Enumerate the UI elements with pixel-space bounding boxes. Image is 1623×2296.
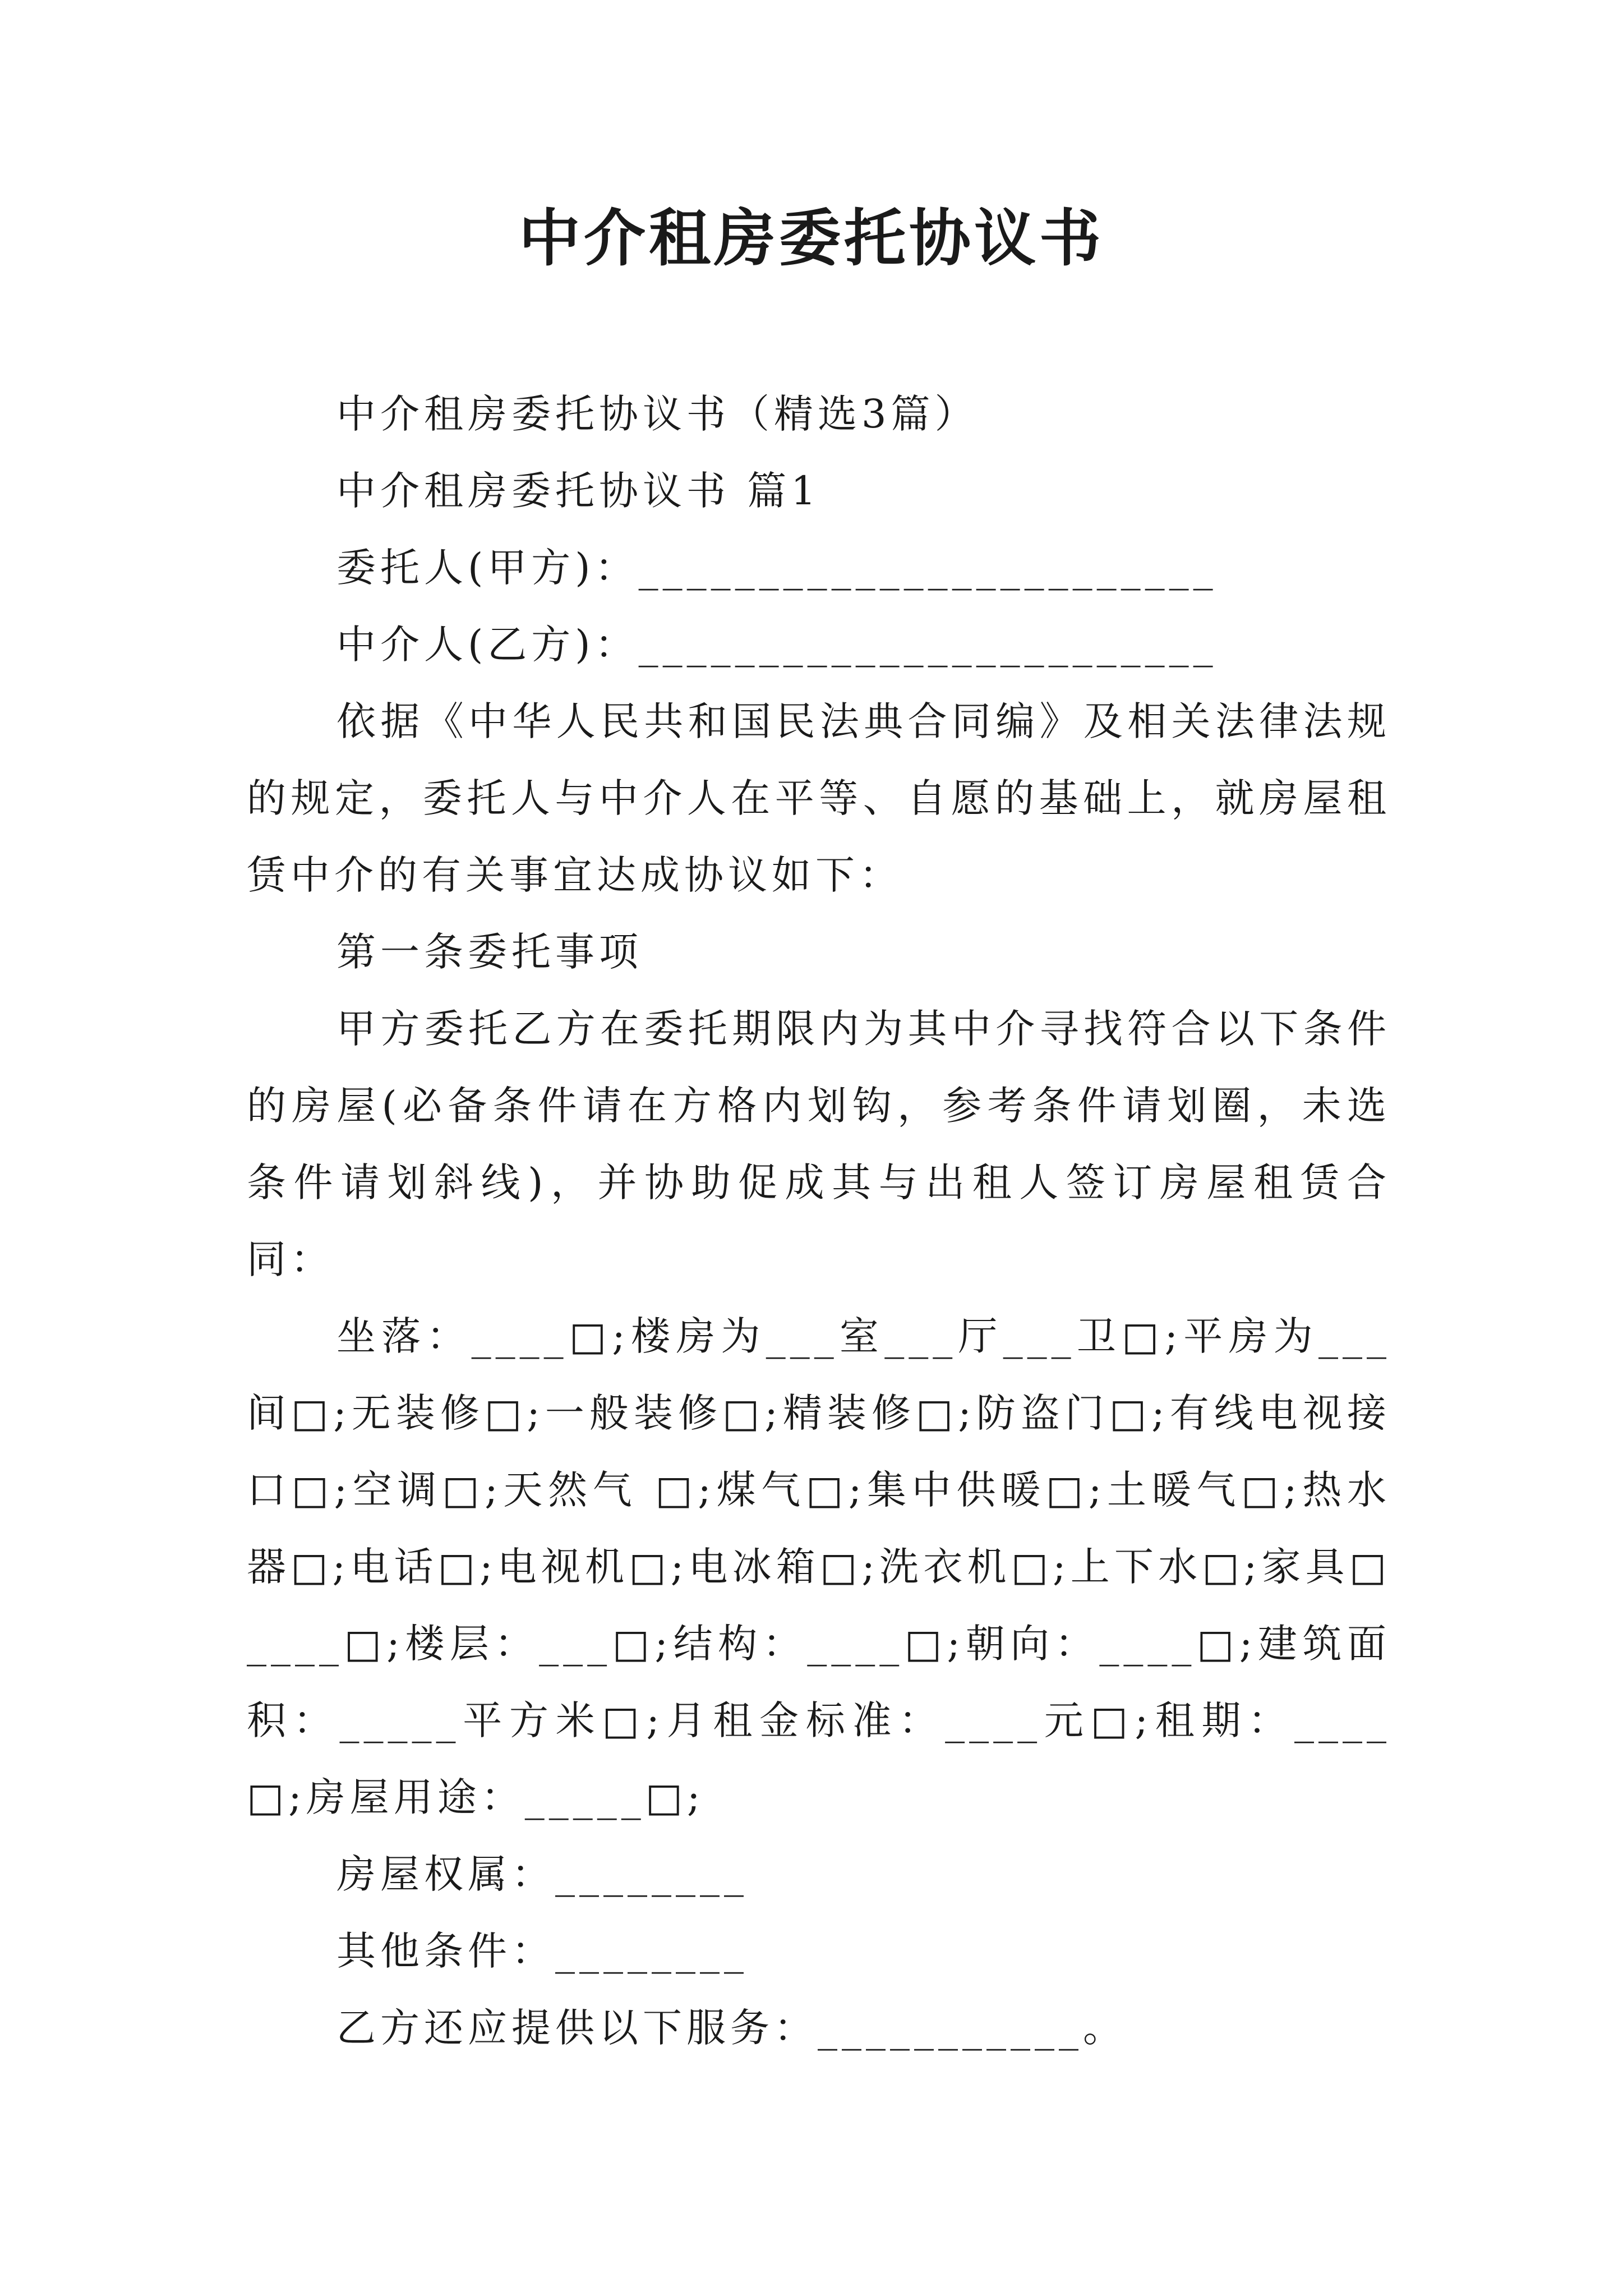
ownership-line: 房屋权属：________ — [336, 1851, 748, 1897]
entrust-paragraph: 甲方委托乙方在委托期限内为其中介寻找符合以下条件的房屋(必备条件请在方格内划钩，参考条件请划圈，未选条件请划斜线)，并协助促成其与出租人签订房屋租赁合同： — [247, 1006, 1391, 1282]
other-conditions-line: 其他条件：________ — [336, 1928, 748, 1974]
section-heading: 中介租房委托协议书 篇1 — [336, 468, 820, 514]
services-line: 乙方还应提供以下服务：___________。 — [336, 2005, 1127, 2051]
document-body — [247, 376, 1391, 2067]
party-a-line: 委托人(甲方)：________________________ — [336, 545, 1218, 591]
subtitle-paragraph: 中介租房委托协议书（精选3篇） — [336, 391, 979, 437]
preamble-paragraph: 依据《中华人民共和国民法典合同编》及相关法律法规的规定，委托人与中介人在平等、自愿的基础上，就房屋租赁中介的有关事宜达成协议如下： — [247, 698, 1391, 898]
article-one-heading: 第一条委托事项 — [336, 929, 643, 975]
party-b-line: 中介人(乙方)：________________________ — [336, 622, 1218, 668]
conditions-paragraph: 坐落：____□;楼房为___室___厅___卫□;平房为___间□;无装修□;一般装修□;精装修□;防盗门□;有线电视接口□;空调□;天然气 □;煤气□;集中供暖□;土暖气□;热水器□;电话□;电视机□;电冰箱□;洗衣机□;上下水□;家具□____□;楼层：___□;结构：____□;朝向：____□;建筑面积：_____平方米□;月租金标准：____元□;租期：____□;房屋用途：_____□; — [247, 1313, 1391, 1820]
document-title: 中介租房委托协议书 — [519, 202, 1104, 274]
